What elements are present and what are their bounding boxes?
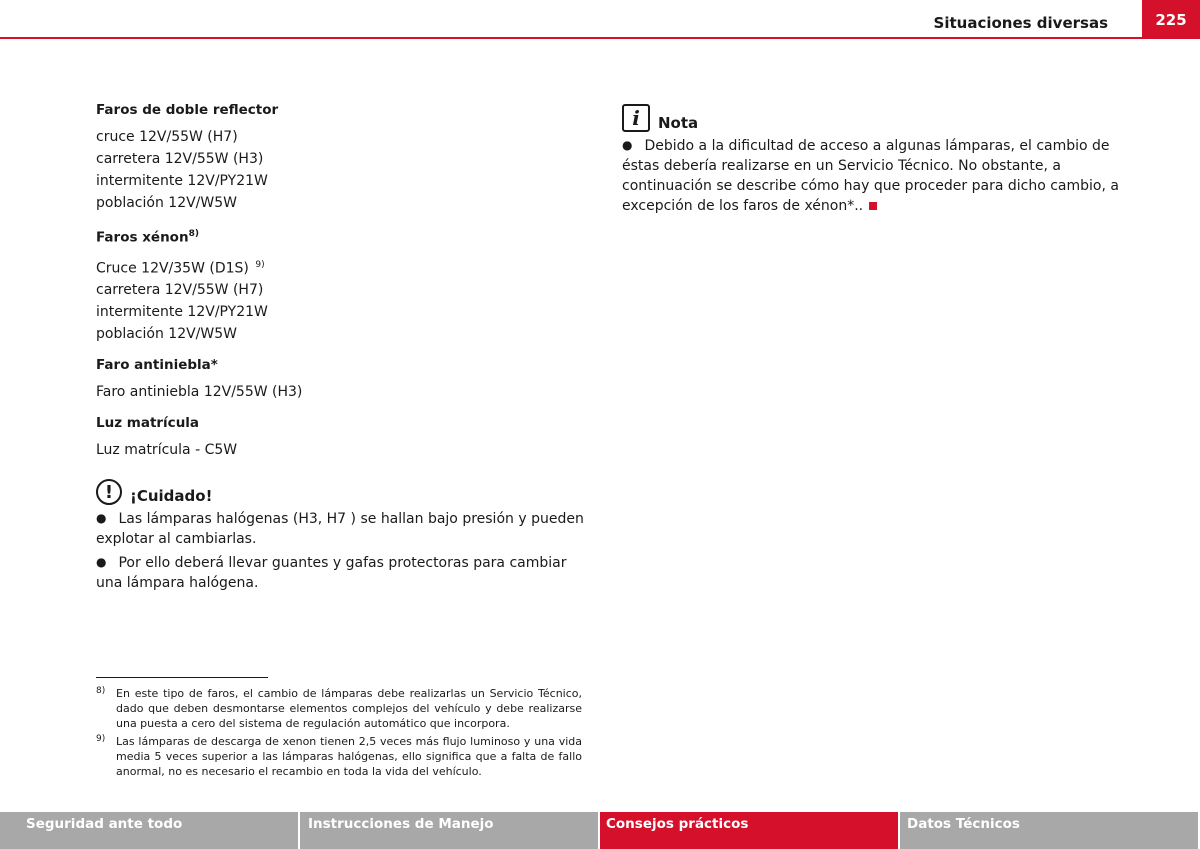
info-icon: i: [622, 104, 650, 132]
spec-line: intermitente 12V/PY21W: [96, 304, 268, 321]
right-column: [622, 104, 1122, 220]
tab-datos-tecnicos[interactable]: Datos Técnicos: [900, 812, 1198, 849]
footnote-mark: 8): [96, 686, 106, 696]
footnote-separator: [96, 677, 268, 678]
end-of-section-square-icon: [869, 202, 877, 210]
note-header: [622, 104, 1122, 132]
spec-line: carretera 12V/55W (H7): [96, 282, 264, 299]
warning-title: ¡Cuidado!: [130, 487, 213, 506]
spec-line: población 12V/W5W: [96, 326, 237, 343]
spec-section-antiniebla: [96, 355, 586, 403]
header-rule: [0, 37, 1142, 39]
section-heading: Luz matrícula: [96, 415, 200, 432]
note-bullet: ● Debido a la dificultad de acceso a algunas lámparas, el cambio de éstas debería realizarse en un Servicio Técnico. No obstante, a continuación se describe cómo hay que proceder para dicho cambio, a excepción de los faros de xénon*..: [622, 138, 1119, 214]
note-box: [622, 104, 1122, 216]
footnote-ref: 8): [188, 229, 199, 239]
footnote-mark: 9): [96, 734, 106, 744]
section-heading: Faro antiniebla*: [96, 357, 218, 374]
spec-line: Faro antiniebla 12V/55W (H3): [96, 384, 303, 401]
bullet-icon: ●: [96, 511, 107, 526]
spec-line: intermitente 12V/PY21W: [96, 173, 268, 189]
bullet-icon: ●: [96, 555, 107, 570]
section-heading: Faros xénon$^{8)}$: [96, 229, 199, 246]
exclamation-circle-icon: !: [96, 479, 122, 505]
bullet-icon: ●: [622, 138, 633, 152]
spec-section-matricula: [96, 413, 586, 461]
tab-seguridad[interactable]: Seguridad ante todo: [0, 812, 298, 849]
warning-box: [96, 479, 586, 593]
spec-line: Luz matrícula - C5W: [96, 442, 238, 459]
footnote: [96, 734, 582, 779]
spec-line: población 12V/W5W: [96, 195, 237, 211]
footnotes: [96, 686, 582, 782]
left-column: [96, 100, 586, 597]
page-header-title: Situaciones diversas: [933, 14, 1108, 32]
warning-bullet: ● Las lámparas halógenas (H3, H7 ) se hallan bajo presión y pueden explotar al cambiarlas.: [96, 511, 584, 548]
footnote: [96, 686, 582, 731]
tab-instrucciones[interactable]: Instrucciones de Manejo: [300, 812, 598, 849]
section-heading: Faros de doble reflector: [96, 102, 279, 118]
page-number: 225: [1142, 0, 1200, 39]
warning-bullet: ● Por ello deberá llevar guantes y gafas protectoras para cambiar una lámpara halógena.: [96, 555, 567, 592]
spec-line: cruce 12V/55W (H7): [96, 129, 238, 145]
warning-header: [96, 479, 586, 505]
footnote-ref: 9): [255, 259, 265, 270]
chapter-tab-bar: [0, 812, 1200, 849]
note-title: Nota: [658, 114, 699, 132]
spec-line: carretera 12V/55W (H3): [96, 151, 264, 167]
spec-section-doble-reflector: [96, 100, 586, 214]
footnote-text: Las lámparas de descarga de xenon tienen 2,5 veces más flujo luminoso y una vida media 5 veces superior a las lámparas halógenas, ello significa que a falta de fallo anormal, no es necesario el recambio en toda la vida del vehículo.: [116, 735, 582, 778]
tab-consejos[interactable]: Consejos prácticos: [600, 812, 898, 849]
spec-section-xenon: [96, 224, 586, 345]
spec-line: Cruce 12V/35W (D1S) $^{9)}$: [96, 259, 265, 277]
footnote-text: En este tipo de faros, el cambio de lámparas debe realizarlas un Servicio Técnico, dado que deben desmontarse elementos complejos del vehículo y debe realizarse una puesta a cero del sistema de regulación automático que incorpora.: [116, 687, 582, 730]
